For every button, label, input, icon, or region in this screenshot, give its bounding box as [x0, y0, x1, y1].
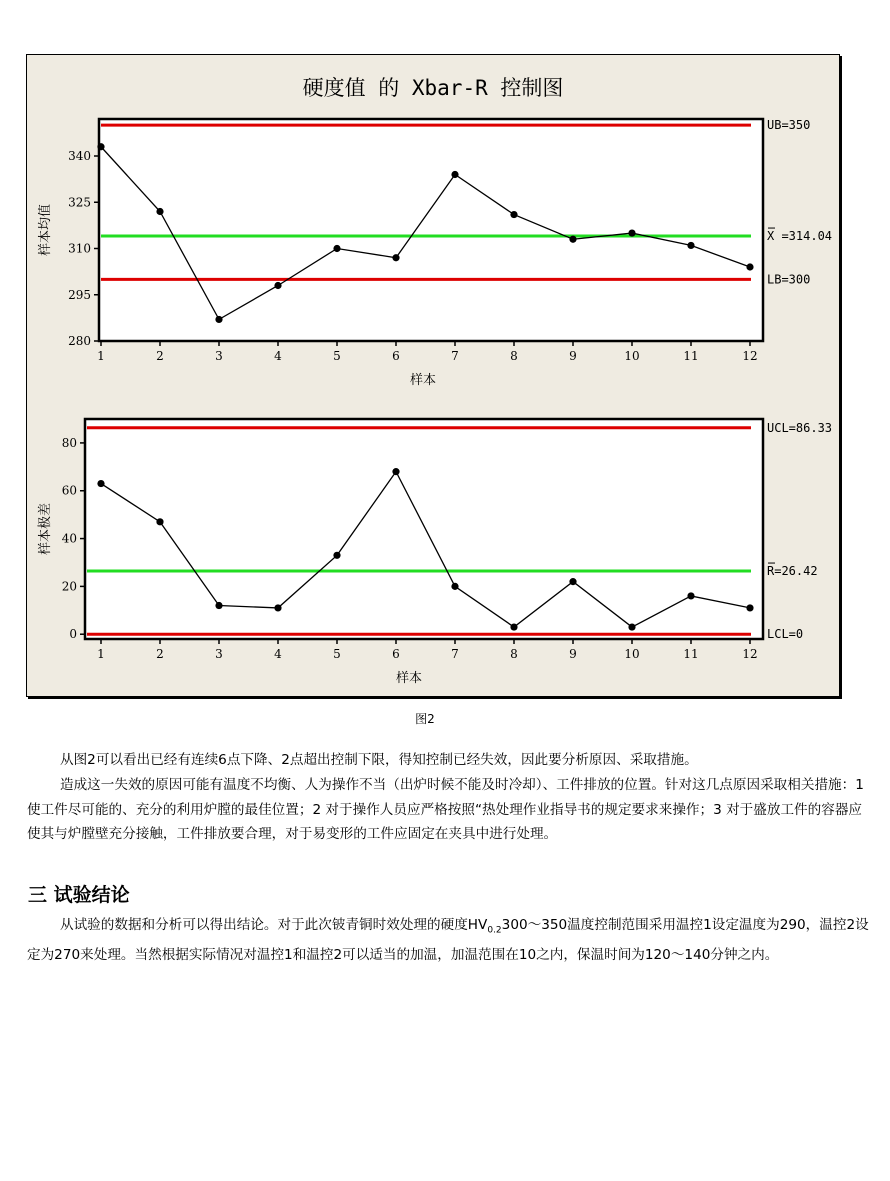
xbar-xtick-label-10: 11 — [683, 349, 699, 363]
xbar-point-11 — [687, 242, 694, 249]
xbar-point-4 — [274, 282, 281, 289]
range-point-5 — [333, 552, 340, 559]
xbar-ytick-label-1: 295 — [68, 287, 91, 302]
range-xtick-label-6: 7 — [451, 647, 459, 661]
range-point-3 — [215, 602, 222, 609]
xbar-r-chart — [27, 55, 839, 696]
range-point-2 — [156, 518, 163, 525]
range-point-12 — [746, 604, 753, 611]
xbar-xtick-label-9: 10 — [624, 349, 640, 363]
section-title: 三 试验结论 — [28, 884, 130, 906]
xbar-xtick-label-3: 4 — [274, 349, 282, 363]
chart-title: 硬度值 的 Xbar-R 控制图 — [302, 76, 564, 100]
range-xlabel: 样本 — [395, 671, 423, 686]
xbar-xtick-label-6: 7 — [451, 349, 459, 363]
paragraph-2: 造成这一失效的原因可能有温度不均衡、人为操作不当（出炉时候不能及时冷却）、工件排放的位置。针对这几点原因采取相关措施：1 使工件尽可能的、充分的利用炉膛的最佳位置；2 对于操作人员应严格按照“热处理作业指导书的规定要求来操作；3 对于盛放工件的容器应使其与炉膛壁充分接触，工件排放要合理，对于易变形的工件应固定在夹具中进行处理。 — [27, 777, 864, 842]
xbar-point-3 — [215, 316, 222, 323]
range-ytick-label-1: 20 — [61, 579, 77, 594]
range-xtick-label-10: 11 — [683, 647, 699, 661]
xbar-point-7 — [451, 171, 458, 178]
xbar-ytick-label-3: 325 — [68, 195, 91, 210]
paragraph-1: 从图2可以看出已经有连续6点下降、2点超出控制下限，得知控制已经失效，因此要分析原因、采取措施。 — [60, 752, 698, 768]
xbar-limit-label-1: X =314.04 — [767, 229, 833, 244]
xbar-xtick-label-8: 9 — [569, 349, 577, 363]
xbar-point-6 — [392, 254, 399, 261]
range-xtick-label-8: 9 — [569, 647, 577, 661]
section-body-suffix: 300～350温度控制范围采用温控1设定温度为290，温控2设定为270来处理。当然根据实际情况对温控1和温控2可以适当的加温，加温范围在10之内，保温时间为120～140分钟之内。 — [27, 917, 869, 964]
range-xtick-label-9: 10 — [624, 647, 640, 661]
range-point-4 — [274, 604, 281, 611]
range-xtick-label-11: 12 — [742, 647, 758, 661]
xbar-point-12 — [746, 263, 753, 270]
xbar-point-10 — [628, 229, 635, 236]
xbar-point-8 — [510, 211, 517, 218]
range-point-10 — [628, 623, 635, 630]
figure-caption: 图2 — [415, 712, 435, 726]
xbar-point-2 — [156, 208, 163, 215]
xbar-xtick-label-1: 2 — [156, 349, 164, 363]
xbar-ytick-label-4: 340 — [68, 149, 91, 163]
xbar-limit-label-0: UB=350 — [767, 118, 811, 133]
control-chart-figure — [26, 54, 840, 697]
section-body-prefix: 从试验的数据和分析可以得出结论。对于此次铍青铜时效处理的硬度HV — [60, 917, 488, 933]
xbar-xtick-label-2: 3 — [215, 349, 223, 363]
xbar-plot-area — [99, 119, 763, 341]
xbar-ytick-label-0: 280 — [68, 334, 91, 348]
xbar-xtick-label-4: 5 — [333, 349, 341, 363]
range-xtick-label-3: 4 — [274, 647, 282, 661]
xbar-ytick-label-2: 310 — [68, 241, 91, 256]
xbar-point-5 — [333, 245, 340, 252]
xbar-point-9 — [569, 236, 576, 243]
xbar-xtick-label-0: 1 — [97, 349, 105, 363]
range-limit-label-2: LCL=0 — [767, 627, 804, 642]
range-limit-label-1: R=26.42 — [767, 564, 818, 579]
range-ytick-label-3: 60 — [61, 483, 77, 498]
xbar-xlabel: 样本 — [409, 373, 437, 388]
range-ylabel: 样本极差 — [38, 502, 53, 556]
xbar-xtick-label-11: 12 — [742, 349, 758, 363]
range-point-11 — [687, 592, 694, 599]
range-point-8 — [510, 623, 517, 630]
range-ytick-label-0: 0 — [69, 627, 77, 642]
range-xtick-label-2: 3 — [215, 647, 223, 661]
range-point-9 — [569, 578, 576, 585]
xbar-ylabel: 样本均值 — [38, 203, 53, 257]
range-point-6 — [392, 468, 399, 475]
section-body — [27, 913, 872, 968]
range-ytick-label-2: 40 — [61, 531, 77, 546]
range-xtick-label-5: 6 — [392, 647, 400, 661]
range-ytick-label-4: 80 — [61, 435, 77, 450]
range-limit-label-0: UCL=86.33 — [767, 420, 833, 435]
range-xtick-label-7: 8 — [510, 647, 518, 661]
section-body-subscript: 0.2 — [487, 925, 502, 936]
range-xtick-label-1: 2 — [156, 647, 164, 661]
range-point-1 — [97, 480, 104, 487]
range-plot-area — [85, 419, 763, 639]
range-point-7 — [451, 583, 458, 590]
xbar-point-1 — [97, 143, 104, 150]
xbar-xtick-label-7: 8 — [510, 349, 518, 363]
range-xtick-label-4: 5 — [333, 647, 341, 661]
xbar-xtick-label-5: 6 — [392, 349, 400, 363]
range-xtick-label-0: 1 — [97, 647, 105, 661]
xbar-limit-label-2: LB=300 — [767, 272, 811, 287]
